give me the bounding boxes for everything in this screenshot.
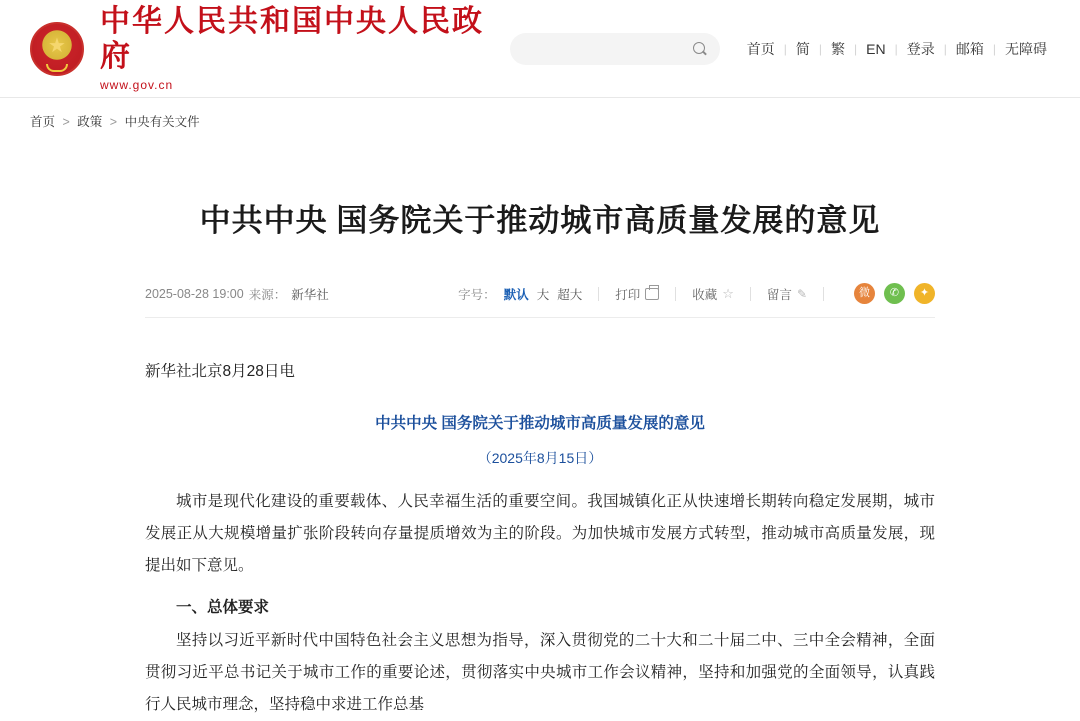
document-inner-title: 中共中央 国务院关于推动城市高质量发展的意见	[375, 414, 705, 432]
source-label: 来源：	[248, 287, 287, 302]
search-input[interactable]	[522, 40, 682, 57]
article-meta-bar	[145, 276, 935, 318]
nav-item-accessibility[interactable]: 无障碍	[1005, 40, 1047, 57]
breadcrumb	[0, 98, 1080, 142]
nav-item-english[interactable]: EN	[866, 40, 886, 57]
tool-divider	[598, 287, 599, 301]
font-size-label: 字号：	[458, 287, 496, 302]
qzone-share-icon[interactable]: ✦	[914, 283, 935, 304]
header-right	[510, 33, 1056, 65]
nav-separator: |	[854, 41, 858, 56]
breadcrumb-item-central-documents[interactable]: 中央有关文件	[124, 115, 200, 129]
favorite-button[interactable]	[692, 285, 734, 303]
breadcrumb-separator: >	[62, 115, 70, 129]
nav-separator: |	[943, 41, 947, 56]
header-nav	[738, 39, 1056, 59]
document-inner-date: （2025年8月15日）	[477, 449, 603, 466]
font-size-large-button[interactable]: 大	[536, 287, 550, 302]
font-size-extra-large-button[interactable]: 超大	[557, 287, 583, 302]
breadcrumb-item-policy[interactable]: 政策	[77, 115, 103, 129]
favorite-label: 收藏	[692, 287, 718, 302]
site-logo[interactable]	[28, 5, 510, 92]
nav-separator: |	[894, 41, 898, 56]
nav-separator: |	[992, 41, 996, 56]
site-header	[0, 0, 1080, 97]
site-title: 中华人民共和国中央人民政府	[100, 5, 484, 73]
share-buttons	[854, 283, 935, 304]
nav-item-home[interactable]: 首页	[746, 40, 775, 57]
nav-item-mail[interactable]: 邮箱	[955, 40, 984, 57]
breadcrumb-item-home[interactable]: 首页	[30, 115, 56, 129]
nav-item-traditional[interactable]: 繁	[831, 40, 846, 57]
font-size-default-button[interactable]: 默认	[503, 287, 529, 302]
weibo-share-icon[interactable]: 微	[854, 283, 875, 304]
article	[145, 142, 935, 721]
print-icon	[645, 288, 659, 300]
page-title: 中共中央 国务院关于推动城市高质量发展的意见	[199, 202, 881, 238]
article-body	[145, 356, 935, 721]
search-box[interactable]	[510, 33, 720, 65]
print-button[interactable]	[615, 285, 659, 303]
publish-datetime: 2025-08-28 19:00	[145, 286, 244, 301]
tool-divider	[823, 287, 824, 301]
source-value: 新华社	[291, 287, 329, 302]
breadcrumb-separator: >	[109, 115, 118, 129]
paragraph: 坚持以习近平新时代中国特色社会主义思想为指导，深入贯彻党的二十大和二十届二中、三中全会精神，全面贯彻习近平总书记关于城市工作的重要论述，贯彻落实中央城市工作会议精神，坚持和加强党的全面领导，认真践行人民城市理念，坚持稳中求进工作总基	[145, 632, 935, 713]
paragraph: 城市是现代化建设的重要载体、人民幸福生活的重要空间。我国城镇化正从快速增长期转向稳定发展期，城市发展正从大规模增量扩张阶段转向存量提质增效为主的阶段。为加快城市发展方式转型，推动城市高质量发展，现提出如下意见。	[145, 493, 935, 574]
star-icon: ☆	[722, 286, 734, 302]
search-icon[interactable]	[692, 41, 708, 57]
font-size-controls	[458, 285, 582, 303]
pencil-icon: ✎	[796, 286, 807, 301]
site-url: www.gov.cn	[100, 78, 174, 92]
tool-divider	[750, 287, 751, 301]
dateline: 新华社北京8月28日电	[145, 363, 295, 381]
nav-separator: |	[818, 41, 823, 56]
nav-item-simplified[interactable]: 简	[795, 40, 810, 57]
wechat-share-icon[interactable]: ✆	[884, 283, 905, 304]
tool-divider	[675, 287, 676, 301]
section-heading: 一、总体要求	[176, 598, 270, 616]
national-emblem-icon: ★	[28, 20, 86, 78]
nav-item-login[interactable]: 登录	[906, 40, 935, 57]
nav-separator: |	[783, 41, 787, 56]
comment-label: 留言	[766, 287, 792, 302]
article-meta-left	[145, 285, 329, 303]
comment-button[interactable]	[767, 285, 807, 303]
article-tools	[458, 283, 935, 304]
print-label: 打印	[615, 287, 641, 302]
